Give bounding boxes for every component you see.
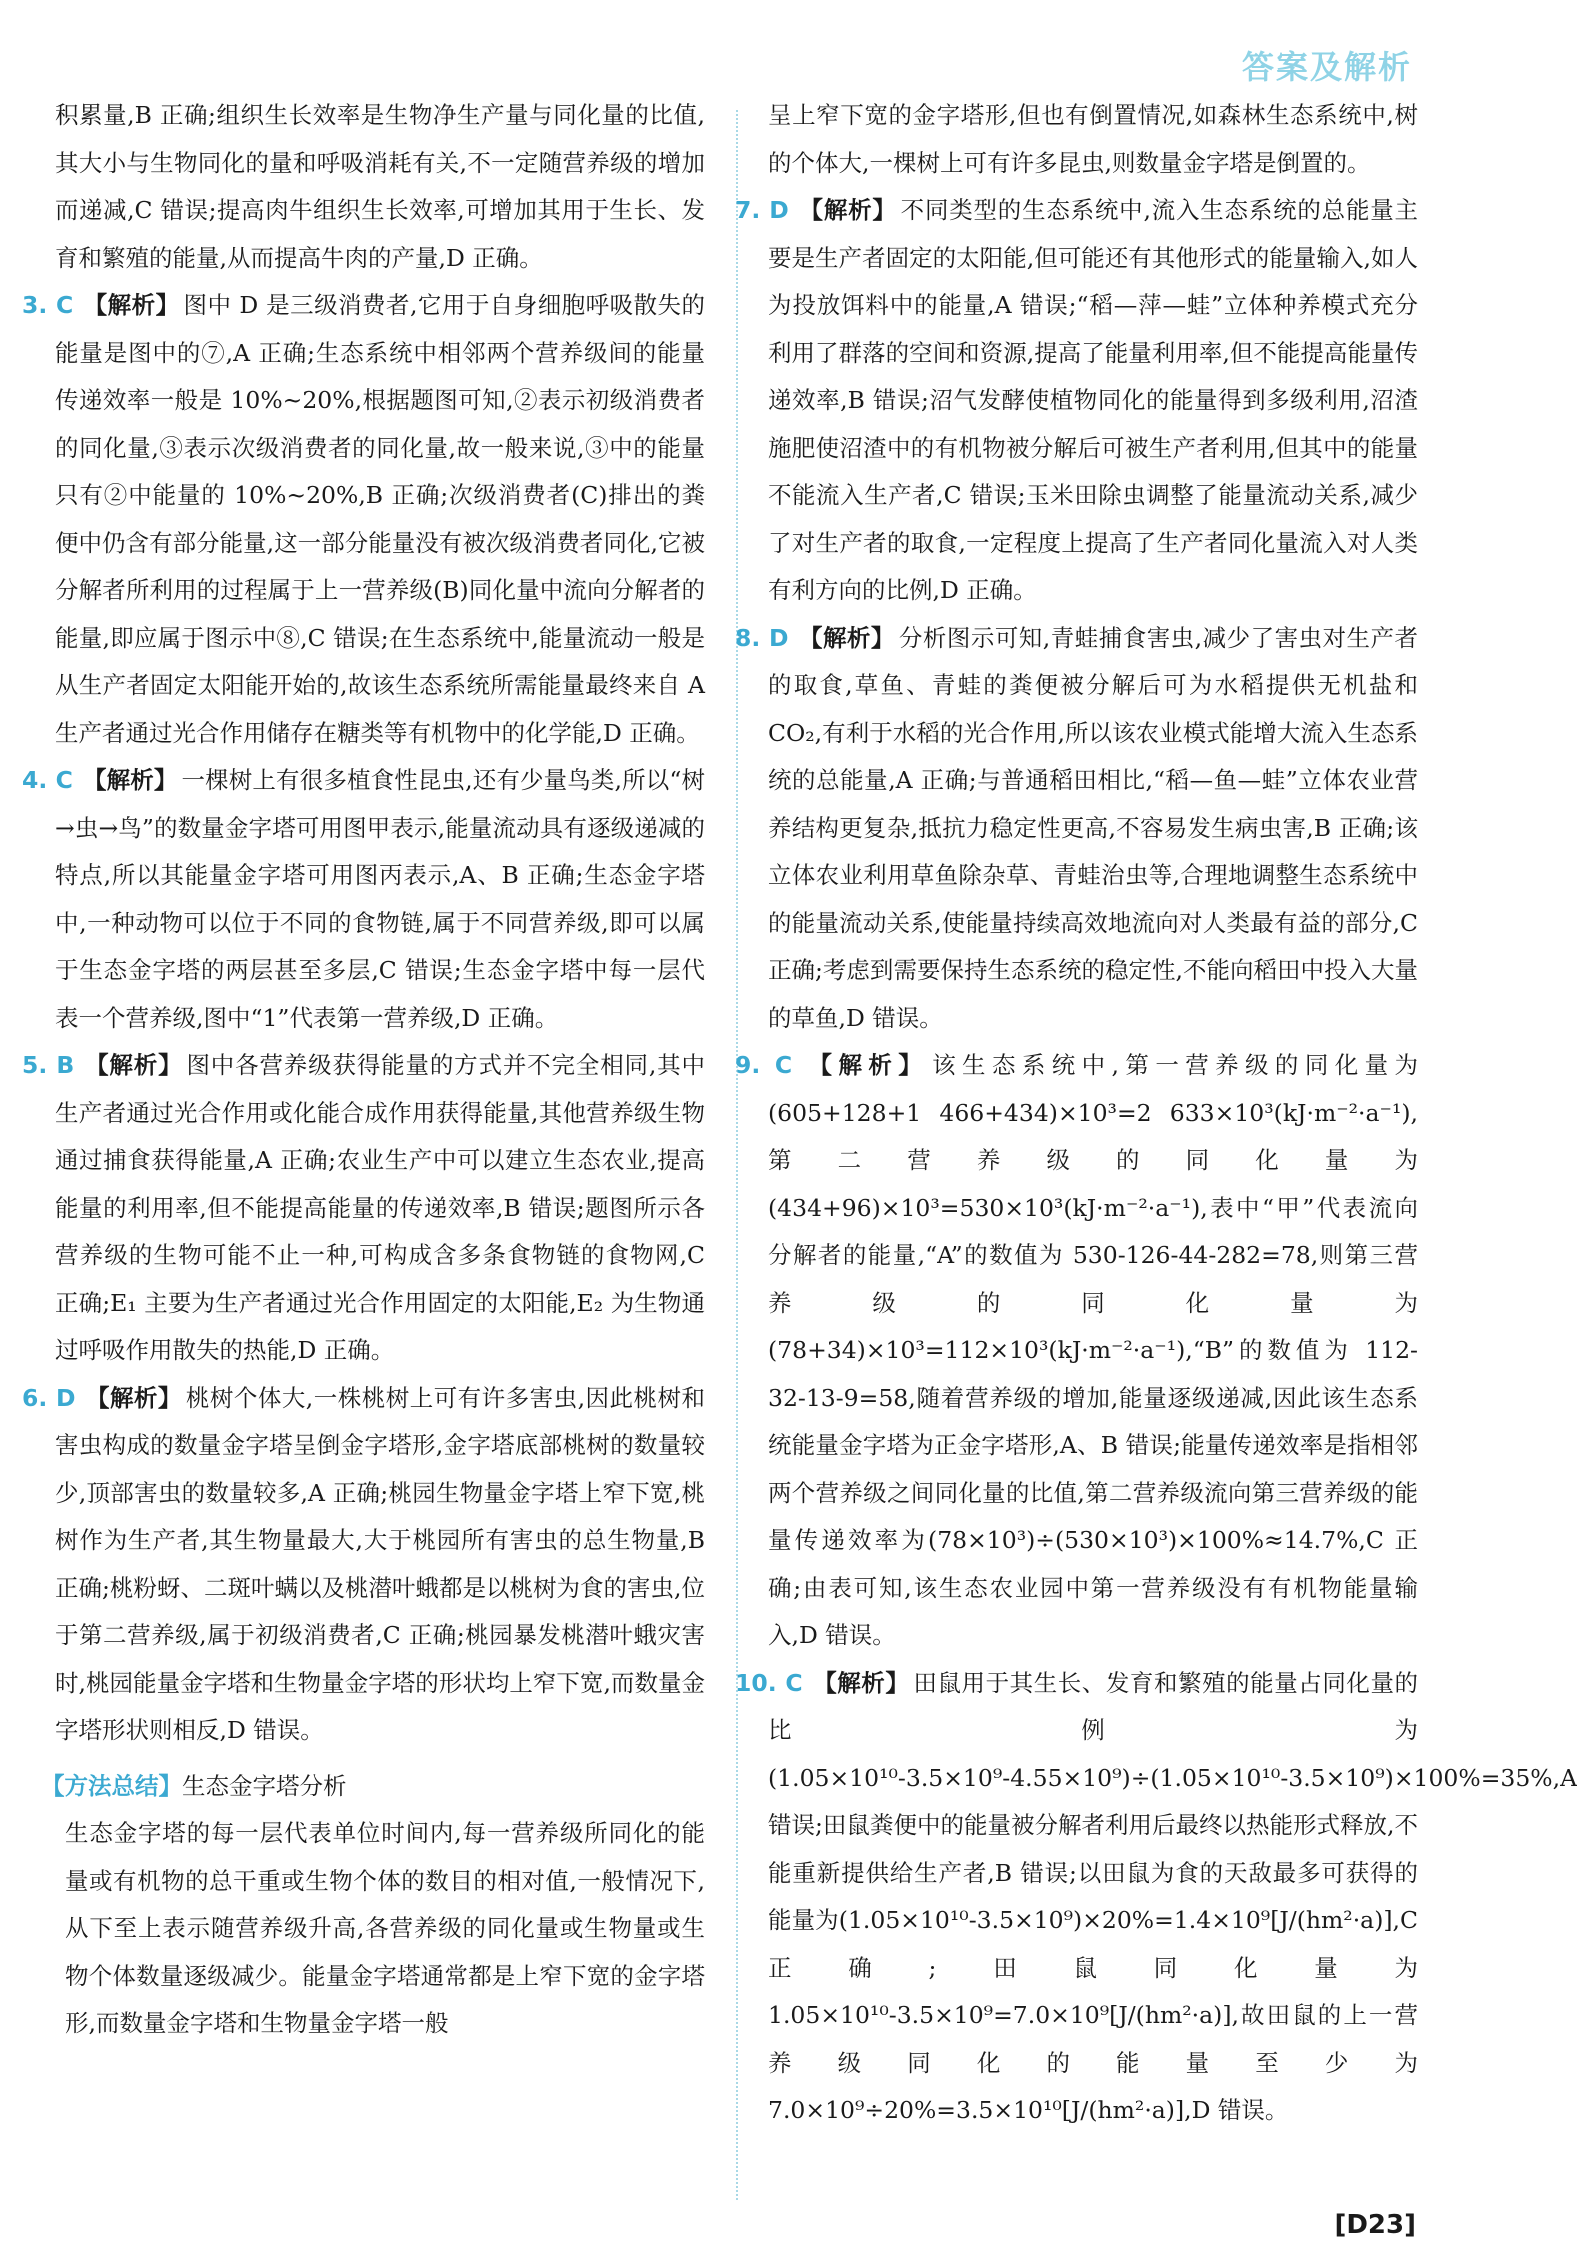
analysis-text: 桃树个体大,一株桃树上可有许多害虫,因此桃树和害虫构成的数量金字塔呈倒金字塔形,金字塔底部桃树的数量较少,顶部害虫的数量较多,A 正确;桃园生物量金字塔上窄下宽,桃树作为生产者,其生物量最大,大于桃园所有害虫的总生物量,B 正确;桃粉蚜、二斑叶螨以及桃潜叶蛾都是以桃树为食的害虫,位于第二营养级,属于初级消费者,C 正确;桃园暴发桃潜叶蛾灾害时,桃园能量金字塔和生物量金字塔的形状均上窄下宽,而数量金字塔形状则相反,D 错误。 xyxy=(55,1383,705,1744)
page-number: [D23] xyxy=(1334,2210,1416,2240)
answer-choice: C xyxy=(785,1668,803,1697)
analysis-tag: 【解析】 xyxy=(83,291,180,319)
analysis-tag-label: 解析 xyxy=(838,1051,899,1079)
analysis-text: 分析图示可知,青蛙捕食害虫,减少了害虫对生产者的取食,草鱼、青蛙的粪便被分解后可为水稻提供无机盐和 CO₂,有利于水稻的光合作用,所以该农业模式能增大流入生态系统的总能量,A 正确;与普通稻田相比,“稻—鱼—蛙”立体农业营养结构更复杂,抵抗力稳定性更高,不容易发生病虫害,B 正确;该立体农业利用草鱼除杂草、青蛙治虫等,合理地调整生态系统中的能量流动关系,使能量持续高效地流向对人类最有益的部分,C 正确;考虑到需要保持生态系统的稳定性,不能向稻田中投入大量的草鱼,D 错误。 xyxy=(768,623,1418,1032)
question-number: 10. xyxy=(735,1668,777,1697)
answer-number xyxy=(735,1051,792,1079)
method-title: 生态金字塔分析 xyxy=(182,1771,347,1800)
question-number: 5. xyxy=(22,1051,48,1079)
analysis-text: 该生态系统中,第一营养级的同化量为(605+128+1 466+434)×10³=2 633×10³(kJ·m⁻²·a⁻¹),第二营养级的同化量为(434+96)×10³=530×10³(kJ·m⁻²·a⁻¹),表中“甲”代表流向分解者的能量,“A”的数值为 530-126-44-282=78,则第三营养级的同化量为(78+34)×10³=112×10³(kJ·m⁻²·a⁻¹),“B”的数值为 112-32-13-9=58,随着营养级的增加,能量逐级递减,因此该生态系统能量金字塔为正金字塔形,A、B 错误;能量传递效率是指相邻两个营养级之间同化量的比值,第二营养级流向第三营养级的能量传递效率为(78×10³)÷(530×10³)×100%≈14.7%,C 正确;由表可知,该生态农业园中第一营养级没有有机物能量输入,D 错误。 xyxy=(768,1051,1419,1649)
method-summary xyxy=(41,1763,705,2048)
question-number: 3. xyxy=(22,291,48,319)
answer-number xyxy=(22,1051,74,1079)
question-number: 8. xyxy=(735,623,761,652)
answer-item xyxy=(735,1042,1419,1660)
analysis-tag: 【解析】 xyxy=(812,1668,910,1697)
answer-choice: C xyxy=(774,1051,793,1079)
method-text: 生态金字塔的每一层代表单位时间内,每一营养级所同化的能量或有机物的总干重或生物个体的数目的相对值,一般情况下,从下至上表示随营养级升高,各营养级的同化量或生物量或生物个体数量逐级减少。能量金字塔通常都是上窄下宽的金字塔形,而数量金字塔和生物量金字塔一般 xyxy=(65,1819,705,2037)
analysis-text: 图中 D 是三级消费者,它用于自身细胞呼吸散失的能量是图中的⑦,A 正确;生态系统中相邻两个营养级间的能量传递效率一般是 10%~20%,根据题图可知,②表示初级消费者的同化量,③表示次级消费者的同化量,故一般来说,③中的能量只有②中能量的 10%~20%,B 正确;次级消费者(C)排出的粪便中仍含有部分能量,这一部分能量没有被次级消费者同化,它被分解者所利用的过程属于上一营养级(B)同化量中流向分解者的能量,即应属于图示中⑧,C 错误;在生态系统中,能量流动一般是从生产者固定太阳能开始的,故该生态系统所需能量最终来自 A 生产者通过光合作用储存在糖类等有机物中的化学能,D 正确。 xyxy=(55,291,706,747)
analysis-tag: 【解析】 xyxy=(84,1051,183,1079)
section-title: 答案及解析 xyxy=(1241,48,1412,86)
answer-choice: C xyxy=(55,766,73,794)
analysis-text: 不同类型的生态系统中,流入生态系统的总能量主要是生产者固定的太阳能,但可能还有其他形式的能量输入,如人为投放饵料中的能量,A 错误;“稻—萍—蛙”立体种养模式充分利用了群落的空间和资源,提高了能量利用率,但不能提高能量传递效率,B 错误;沼气发酵使植物同化的能量得到多级利用,沼渣施肥使沼渣中的有机物被分解后可被生产者利用,但其中的能量不能流入生产者,C 错误;玉米田除虫调整了能量流动关系,减少了对生产者的取食,一定程度上提高了生产者同化量流入对人类有利方向的比例,D 正确。 xyxy=(768,196,1418,604)
analysis-tag: 【解析】 xyxy=(82,766,178,794)
answer-item xyxy=(735,1660,1577,2135)
answer-item xyxy=(22,1042,706,1375)
answer-item xyxy=(735,187,1418,615)
right-intro-text: 呈上窄下宽的金字塔形,但也有倒置情况,如森林生态系统中,树的个体大,一棵树上可有许多昆虫,则数量金字塔是倒置的。 xyxy=(768,101,1418,177)
analysis-text: 一棵树上有很多植食性昆虫,还有少量鸟类,所以“树→虫→鸟”的数量金字塔可用图甲表示,能量流动具有逐级递减的特点,所以其能量金字塔可用图丙表示,A、B 正确;生态金字塔中,一种动物可以位于不同的食物链,属于不同营养级,即可以属于生态金字塔的两层甚至多层,C 错误;生态金字塔中每一层代表一个营养级,图中“1”代表第一营养级,D 正确。 xyxy=(55,766,706,1032)
question-number: 9. xyxy=(735,1051,761,1079)
analysis-tag: 【解析】 xyxy=(798,196,897,224)
answer-number xyxy=(22,766,73,794)
answer-number xyxy=(735,1669,803,1697)
answer-item xyxy=(735,615,1418,1043)
answer-choice: C xyxy=(55,291,74,319)
analysis-tag: 【解析】 xyxy=(85,1383,182,1412)
right-column xyxy=(735,92,1577,2135)
analysis-text: 图中各营养级获得能量的方式并不完全相同,其中生产者通过光合作用或化能合成作用获得能量,其他营养级生物通过捕食获得能量,A 正确;农业生产中可以建立生态农业,提高能量的利用率,但不能提高能量的传递效率,B 错误;题图所示各营养级的生物可能不止一种,可构成含多条食物链的食物网,C 正确;E₁ 主要为生产者通过光合作用固定的太阳能,E₂ 为生物通过呼吸作用散失的热能,D 正确。 xyxy=(55,1051,706,1364)
answer-choice: D xyxy=(55,1383,76,1412)
analysis-tag-label: 解析 xyxy=(106,766,154,794)
answer-choice: D xyxy=(769,196,789,224)
method-label: 【方法总结】 xyxy=(41,1771,182,1800)
analysis-tag-label: 解析 xyxy=(109,1051,159,1079)
watermark: ​ xyxy=(295,1310,305,1438)
analysis-tag-label: 解析 xyxy=(837,1668,886,1697)
left-intro-text: 积累量,B 正确;组织生长效率是生物净生产量与同化量的比值,其大小与生物同化的量和呼吸消耗有关,不一定随营养级的增加而递减,C 错误;提高肉牛组织生长效率,可增加其用于生长、发育和繁殖的能量,从而提高牛肉的产量,D 正确。 xyxy=(55,101,705,272)
analysis-tag: 【解析】 xyxy=(798,623,895,652)
answer-number xyxy=(735,624,788,652)
answer-choice: B xyxy=(56,1051,75,1079)
answer-number xyxy=(735,196,789,224)
question-number: 6. xyxy=(22,1383,48,1412)
left-answers xyxy=(22,282,706,1755)
answer-item xyxy=(22,1375,705,1755)
left-column xyxy=(22,92,706,2048)
analysis-tag-label: 解析 xyxy=(107,291,156,319)
column-divider xyxy=(736,110,738,2200)
answer-item xyxy=(22,757,706,1042)
analysis-tag-label: 解析 xyxy=(822,623,871,652)
question-number: 4. xyxy=(22,766,48,794)
analysis-tag-label: 解析 xyxy=(823,196,873,224)
analysis-tag-label: 解析 xyxy=(109,1383,158,1412)
question-number: 7. xyxy=(735,196,761,224)
analysis-text: 田鼠用于其生长、发育和繁殖的能量占同化量的比例为(1.05×10¹⁰-3.5×10⁹-4.55×10⁹)÷(1.05×10¹⁰-3.5×10⁹)×100%=35%,A 错误;田鼠粪便中的能量被分解者利用后最终以热能形式释放,不能重新提供给生产者,B 错误;以田鼠为食的天敌最多可获得的能量为(1.05×10¹⁰-3.5×10⁹)×20%=1.4×10⁹[J/(hm²·a)],C 正确;田鼠同化量为 1.05×10¹⁰-3.5×10⁹=7.0×10⁹[J/(hm²·a)],故田鼠的上一营养级同化的能量至少为 7.0×10⁹÷20%=3.5×10¹⁰[J/(hm²·a)],D 错误。 xyxy=(768,1668,1577,2124)
answer-choice: D xyxy=(768,623,789,652)
answer-item xyxy=(22,282,706,757)
answer-number xyxy=(22,291,73,319)
answer-number xyxy=(22,1384,75,1412)
right-answers xyxy=(735,187,1577,2135)
analysis-tag: 【解析】 xyxy=(802,1051,929,1079)
